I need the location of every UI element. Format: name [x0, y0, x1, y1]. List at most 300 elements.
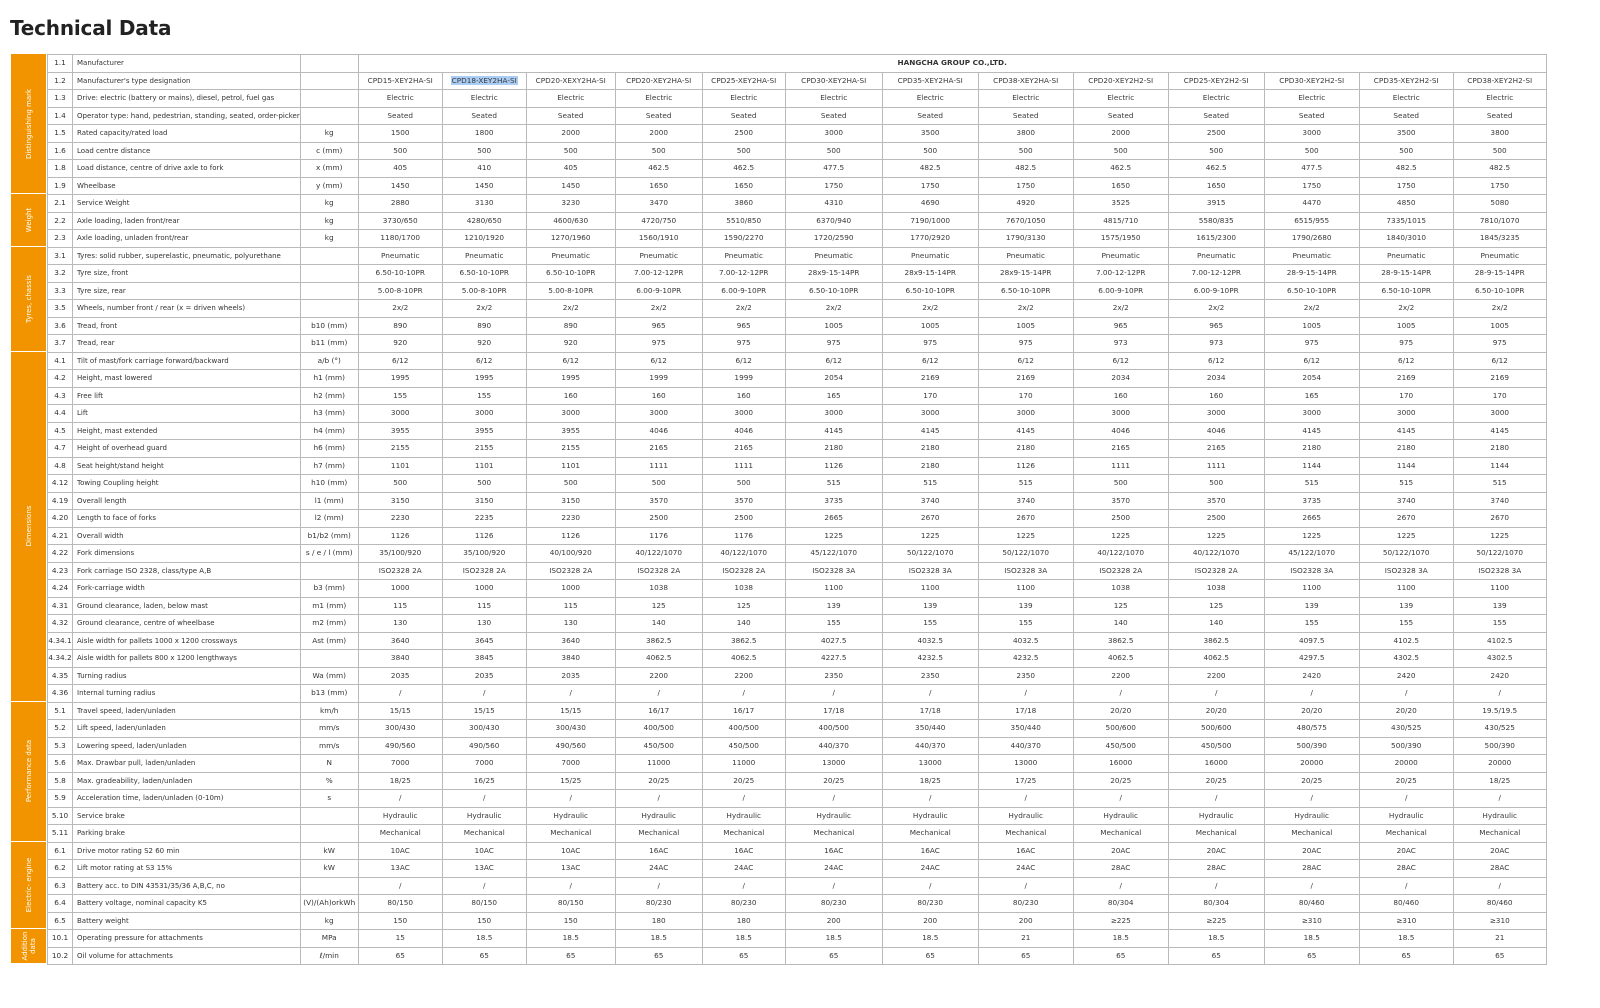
value-cell: 3862.5 — [1168, 632, 1264, 650]
parameter-label: Lift motor rating at S3 15% — [73, 860, 301, 878]
value-cell: 4046 — [615, 422, 702, 440]
value-cell: ISO2328 2A — [442, 562, 526, 580]
value-cell: 18.5 — [615, 930, 702, 948]
value-cell: 2x/2 — [1073, 300, 1168, 318]
value-cell: 450/500 — [702, 737, 785, 755]
value-cell: / — [882, 685, 978, 703]
value-cell: 1790/3130 — [978, 230, 1073, 248]
value-cell: ISO2328 2A — [526, 562, 615, 580]
value-cell: 1100 — [785, 580, 882, 598]
value-cell: Pneumatic — [526, 247, 615, 265]
row-number: 5.2 — [48, 720, 73, 738]
value-cell: Seated — [1073, 107, 1168, 125]
value-cell: / — [526, 877, 615, 895]
model-header[interactable] — [1073, 72, 1168, 90]
value-cell: 2665 — [1264, 510, 1359, 528]
value-cell: 1750 — [1453, 177, 1546, 195]
value-cell: 2035 — [358, 667, 442, 685]
value-cell: 13000 — [785, 755, 882, 773]
value-cell: 500 — [1073, 142, 1168, 160]
value-cell: 1500 — [358, 125, 442, 143]
value-cell: Electric — [526, 90, 615, 108]
value-cell: 5.00-8-10PR — [442, 282, 526, 300]
section-label-6 — [11, 929, 46, 964]
value-cell: 150 — [526, 912, 615, 930]
parameter-label: Operator type: hand, pedestrian, standing, seated, order-picker — [73, 107, 301, 125]
value-cell: 6.00-9-10PR — [1073, 282, 1168, 300]
value-cell: Hydraulic — [1168, 807, 1264, 825]
unit-cell: h3 (mm) — [300, 405, 358, 423]
value-cell: 5510/850 — [702, 212, 785, 230]
value-cell: Hydraulic — [1359, 807, 1453, 825]
value-cell: Hydraulic — [1073, 807, 1168, 825]
unit-cell — [300, 650, 358, 668]
model-header[interactable] — [882, 72, 978, 90]
value-cell: 2000 — [526, 125, 615, 143]
row-number: 1.3 — [48, 90, 73, 108]
value-cell: 18.5 — [1264, 930, 1359, 948]
value-cell: 130 — [526, 615, 615, 633]
value-cell: 21 — [978, 930, 1073, 948]
value-cell: 80/230 — [615, 895, 702, 913]
value-cell: 3740 — [1359, 492, 1453, 510]
value-cell: 28AC — [1073, 860, 1168, 878]
value-cell: Pneumatic — [882, 247, 978, 265]
model-name[interactable]: CPD20-XEXY2HA-SI — [535, 75, 606, 85]
value-cell: 1005 — [785, 317, 882, 335]
value-cell: 80/460 — [1453, 895, 1546, 913]
value-cell: 80/460 — [1264, 895, 1359, 913]
value-cell: 65 — [358, 947, 442, 965]
row-number: 4.7 — [48, 440, 73, 458]
value-cell: 50/122/1070 — [882, 545, 978, 563]
parameter-label: Ground clearance, centre of wheelbase — [73, 615, 301, 633]
value-cell: / — [978, 685, 1073, 703]
value-cell: 65 — [615, 947, 702, 965]
manufacturer-name: HANGCHA GROUP CO.,LTD. — [358, 55, 1546, 73]
value-cell: 2x/2 — [615, 300, 702, 318]
value-cell: 200 — [785, 912, 882, 930]
value-cell: 1650 — [1073, 177, 1168, 195]
value-cell: 6/12 — [785, 352, 882, 370]
value-cell: 3740 — [1453, 492, 1546, 510]
value-cell: 19.5/19.5 — [1453, 702, 1546, 720]
model-name[interactable]: CPD18-XEY2HA-SI — [451, 75, 517, 85]
value-cell: Mechanical — [882, 825, 978, 843]
table-row — [48, 352, 1547, 370]
table-row — [48, 177, 1547, 195]
model-name[interactable]: CPD20-XEY2HA-SI — [626, 75, 692, 85]
value-cell: 3470 — [615, 195, 702, 213]
model-header[interactable] — [615, 72, 702, 90]
model-name[interactable]: CPD35-XEY2HA-SI — [897, 75, 963, 85]
value-cell: 6.50-10-10PR — [1359, 282, 1453, 300]
row-number: 4.1 — [48, 352, 73, 370]
value-cell: Electric — [882, 90, 978, 108]
section-label-5 — [11, 842, 46, 930]
parameter-label: Operating pressure for attachments — [73, 930, 301, 948]
parameter-label: Tyre size, front — [73, 265, 301, 283]
value-cell: 975 — [882, 335, 978, 353]
value-cell: Pneumatic — [1264, 247, 1359, 265]
value-cell: 28x9-15-14PR — [785, 265, 882, 283]
value-cell: 975 — [785, 335, 882, 353]
row-number: 4.31 — [48, 597, 73, 615]
value-cell: 4227.5 — [785, 650, 882, 668]
value-cell: 155 — [358, 387, 442, 405]
value-cell: 3000 — [442, 405, 526, 423]
value-cell: Mechanical — [442, 825, 526, 843]
value-cell: 2200 — [1073, 667, 1168, 685]
value-cell: 3845 — [442, 650, 526, 668]
unit-cell: m2 (mm) — [300, 615, 358, 633]
unit-cell: s — [300, 790, 358, 808]
value-cell: Electric — [1359, 90, 1453, 108]
unit-cell — [300, 107, 358, 125]
model-header[interactable] — [526, 72, 615, 90]
value-cell: / — [978, 877, 1073, 895]
value-cell: 3130 — [442, 195, 526, 213]
table-row — [48, 440, 1547, 458]
value-cell: 160 — [1168, 387, 1264, 405]
value-cell: 125 — [615, 597, 702, 615]
value-cell: 3640 — [526, 632, 615, 650]
unit-cell — [300, 825, 358, 843]
table-row — [48, 755, 1547, 773]
value-cell: 975 — [1359, 335, 1453, 353]
value-cell: ISO2328 2A — [702, 562, 785, 580]
value-cell: 500 — [615, 475, 702, 493]
value-cell: 1126 — [526, 527, 615, 545]
value-cell: 1615/2300 — [1168, 230, 1264, 248]
value-cell: 28-9-15-14PR — [1453, 265, 1546, 283]
value-cell: 405 — [526, 160, 615, 178]
value-cell: 160 — [615, 387, 702, 405]
value-cell: 1225 — [785, 527, 882, 545]
value-cell: / — [702, 877, 785, 895]
model-header[interactable] — [1168, 72, 1264, 90]
value-cell: Hydraulic — [615, 807, 702, 825]
value-cell: 28-9-15-14PR — [1359, 265, 1453, 283]
row-number: 2.3 — [48, 230, 73, 248]
value-cell: 1144 — [1264, 457, 1359, 475]
parameter-label: Lift speed, laden/unladen — [73, 720, 301, 738]
model-name[interactable]: CPD38-XEY2H2-SI — [1467, 75, 1533, 85]
value-cell: 4062.5 — [1073, 650, 1168, 668]
value-cell: 65 — [785, 947, 882, 965]
value-cell: 6.00-9-10PR — [702, 282, 785, 300]
value-cell: 515 — [1264, 475, 1359, 493]
model-header[interactable] — [1359, 72, 1453, 90]
unit-cell — [300, 72, 358, 90]
value-cell: 115 — [442, 597, 526, 615]
value-cell: 4815/710 — [1073, 212, 1168, 230]
value-cell: 975 — [978, 335, 1073, 353]
value-cell: 1790/2680 — [1264, 230, 1359, 248]
value-cell: 16AC — [615, 842, 702, 860]
table-row — [48, 230, 1547, 248]
value-cell: 1005 — [1359, 317, 1453, 335]
value-cell: 2180 — [882, 440, 978, 458]
value-cell: 1038 — [615, 580, 702, 598]
table-row — [48, 877, 1547, 895]
value-cell: 3570 — [615, 492, 702, 510]
row-number: 5.6 — [48, 755, 73, 773]
value-cell: 3150 — [442, 492, 526, 510]
value-cell: Mechanical — [615, 825, 702, 843]
value-cell: 2054 — [1264, 370, 1359, 388]
value-cell: 20/25 — [785, 772, 882, 790]
section-label: Weight — [24, 207, 33, 232]
value-cell: 6.50-10-10PR — [785, 282, 882, 300]
value-cell: 20AC — [1264, 842, 1359, 860]
value-cell: 18/25 — [1453, 772, 1546, 790]
unit-cell: kg — [300, 125, 358, 143]
value-cell: 462.5 — [1073, 160, 1168, 178]
value-cell: 2665 — [785, 510, 882, 528]
value-cell: 40/122/1070 — [702, 545, 785, 563]
value-cell: 1126 — [442, 527, 526, 545]
value-cell: 3955 — [442, 422, 526, 440]
value-cell: / — [442, 685, 526, 703]
row-number: 4.36 — [48, 685, 73, 703]
value-cell: Seated — [442, 107, 526, 125]
parameter-label: Length to face of forks — [73, 510, 301, 528]
value-cell: 6/12 — [1264, 352, 1359, 370]
section-label-2 — [11, 247, 46, 352]
value-cell: 50/122/1070 — [978, 545, 1073, 563]
value-cell: 7190/1000 — [882, 212, 978, 230]
value-cell: 1126 — [785, 457, 882, 475]
value-cell: 6/12 — [1168, 352, 1264, 370]
value-cell: 973 — [1168, 335, 1264, 353]
unit-cell — [300, 282, 358, 300]
section-label: Dimensions — [24, 505, 33, 547]
value-cell: 1100 — [1359, 580, 1453, 598]
value-cell: 65 — [978, 947, 1073, 965]
value-cell: 80/150 — [442, 895, 526, 913]
table-row — [48, 597, 1547, 615]
model-name[interactable]: CPD38-XEY2HA-SI — [993, 75, 1059, 85]
value-cell: 920 — [358, 335, 442, 353]
value-cell: 3915 — [1168, 195, 1264, 213]
value-cell: 3000 — [1359, 405, 1453, 423]
value-cell: 20/20 — [1359, 702, 1453, 720]
value-cell: 1005 — [1453, 317, 1546, 335]
table-row — [48, 930, 1547, 948]
value-cell: 24AC — [882, 860, 978, 878]
value-cell: 2000 — [615, 125, 702, 143]
page-title: Technical Data — [10, 16, 172, 40]
value-cell: Pneumatic — [1453, 247, 1546, 265]
value-cell: 3862.5 — [615, 632, 702, 650]
row-number: 4.5 — [48, 422, 73, 440]
value-cell: 1450 — [526, 177, 615, 195]
unit-cell: l2 (mm) — [300, 510, 358, 528]
unit-cell: kg — [300, 212, 358, 230]
model-name[interactable]: CPD30-XEY2HA-SI — [801, 75, 867, 85]
table-row — [48, 650, 1547, 668]
unit-cell: kg — [300, 912, 358, 930]
parameter-label: Tyre size, rear — [73, 282, 301, 300]
row-number: 10.2 — [48, 947, 73, 965]
value-cell: 4690 — [882, 195, 978, 213]
model-header[interactable] — [358, 72, 442, 90]
value-cell: 975 — [1264, 335, 1359, 353]
row-number: 3.6 — [48, 317, 73, 335]
value-cell: 10AC — [526, 842, 615, 860]
value-cell: 20/25 — [1264, 772, 1359, 790]
value-cell: 15/15 — [442, 702, 526, 720]
value-cell: 500 — [615, 142, 702, 160]
value-cell: 920 — [526, 335, 615, 353]
unit-cell: a/b (°) — [300, 352, 358, 370]
table-row — [48, 790, 1547, 808]
unit-cell: b3 (mm) — [300, 580, 358, 598]
value-cell: 3862.5 — [1073, 632, 1168, 650]
value-cell: 7335/1015 — [1359, 212, 1453, 230]
value-cell: Seated — [1264, 107, 1359, 125]
parameter-label: Height, mast lowered — [73, 370, 301, 388]
value-cell: Pneumatic — [1168, 247, 1264, 265]
value-cell: 50/122/1070 — [1359, 545, 1453, 563]
value-cell: 2670 — [1453, 510, 1546, 528]
parameter-label: Tread, rear — [73, 335, 301, 353]
value-cell: 7.00-12-12PR — [1168, 265, 1264, 283]
value-cell: 500 — [1359, 142, 1453, 160]
parameter-label: Axle loading, laden front/rear — [73, 212, 301, 230]
value-cell: Electric — [1168, 90, 1264, 108]
value-cell: 1995 — [526, 370, 615, 388]
value-cell: 2350 — [978, 667, 1073, 685]
value-cell: 18.5 — [442, 930, 526, 948]
row-number: 2.2 — [48, 212, 73, 230]
parameter-label: Manufacturer — [73, 55, 301, 73]
value-cell: 4046 — [1073, 422, 1168, 440]
row-number: 1.8 — [48, 160, 73, 178]
table-row — [48, 580, 1547, 598]
value-cell: 2165 — [1168, 440, 1264, 458]
value-cell: 4102.5 — [1359, 632, 1453, 650]
value-cell: 500 — [978, 142, 1073, 160]
value-cell: 16AC — [785, 842, 882, 860]
value-cell: 16/25 — [442, 772, 526, 790]
value-cell: 6370/940 — [785, 212, 882, 230]
row-number: 3.2 — [48, 265, 73, 283]
model-name[interactable]: CPD20-XEY2H2-SI — [1088, 75, 1154, 85]
model-header[interactable] — [1453, 72, 1546, 90]
value-cell: Seated — [526, 107, 615, 125]
value-cell: 7000 — [526, 755, 615, 773]
value-cell: / — [615, 877, 702, 895]
value-cell: 500 — [526, 142, 615, 160]
table-row — [48, 335, 1547, 353]
parameter-label: Overall length — [73, 492, 301, 510]
model-header[interactable] — [978, 72, 1073, 90]
value-cell: 6.50-10-10PR — [1453, 282, 1546, 300]
value-cell: 965 — [1168, 317, 1264, 335]
model-header[interactable] — [785, 72, 882, 90]
value-cell: 3955 — [358, 422, 442, 440]
model-name[interactable]: CPD15-XEY2HA-SI — [367, 75, 433, 85]
value-cell: / — [702, 685, 785, 703]
value-cell: / — [882, 790, 978, 808]
table-row — [48, 562, 1547, 580]
section-label: Distinguishing mark — [24, 88, 33, 159]
value-cell: 490/560 — [442, 737, 526, 755]
value-cell: Hydraulic — [526, 807, 615, 825]
value-cell: 480/575 — [1264, 720, 1359, 738]
parameter-label: Battery acc. to DIN 43531/35/36 A,B,C, no — [73, 877, 301, 895]
value-cell: 2x/2 — [1453, 300, 1546, 318]
value-cell: 2x/2 — [1168, 300, 1264, 318]
table-row — [48, 615, 1547, 633]
row-number: 4.24 — [48, 580, 73, 598]
value-cell: 3000 — [702, 405, 785, 423]
value-cell: 482.5 — [882, 160, 978, 178]
value-cell: 4232.5 — [882, 650, 978, 668]
value-cell: / — [358, 685, 442, 703]
model-name[interactable]: CPD30-XEY2H2-SI — [1279, 75, 1345, 85]
value-cell: 140 — [1168, 615, 1264, 633]
value-cell: 13AC — [526, 860, 615, 878]
value-cell: 6.50-10-10PR — [526, 265, 615, 283]
value-cell: ISO2328 2A — [358, 562, 442, 580]
section-label-3 — [11, 352, 46, 702]
value-cell: 7810/1070 — [1453, 212, 1546, 230]
value-cell: / — [1073, 877, 1168, 895]
value-cell: 1650 — [702, 177, 785, 195]
value-cell: 500 — [785, 142, 882, 160]
parameter-label: Aisle width for pallets 1000 x 1200 crossways — [73, 632, 301, 650]
value-cell: 24AC — [702, 860, 785, 878]
unit-cell: mm/s — [300, 737, 358, 755]
model-name[interactable]: CPD35-XEY2H2-SI — [1373, 75, 1439, 85]
value-cell: 477.5 — [785, 160, 882, 178]
model-header[interactable] — [1264, 72, 1359, 90]
row-number: 1.5 — [48, 125, 73, 143]
value-cell: 1111 — [702, 457, 785, 475]
value-cell: 3000 — [1168, 405, 1264, 423]
value-cell: Pneumatic — [358, 247, 442, 265]
value-cell: ISO2328 3A — [1264, 562, 1359, 580]
unit-cell — [300, 55, 358, 73]
value-cell: 1800 — [442, 125, 526, 143]
value-cell: Hydraulic — [882, 807, 978, 825]
value-cell: Mechanical — [1453, 825, 1546, 843]
value-cell: 2155 — [358, 440, 442, 458]
value-cell: / — [615, 685, 702, 703]
value-cell: 3800 — [978, 125, 1073, 143]
value-cell: 1100 — [882, 580, 978, 598]
parameter-label: Service Weight — [73, 195, 301, 213]
value-cell: 482.5 — [1453, 160, 1546, 178]
value-cell: 125 — [1168, 597, 1264, 615]
value-cell: 405 — [358, 160, 442, 178]
table-row — [48, 947, 1547, 965]
value-cell: 125 — [1073, 597, 1168, 615]
model-header[interactable] — [442, 72, 526, 90]
model-name[interactable]: CPD25-XEY2H2-SI — [1183, 75, 1249, 85]
value-cell: 1650 — [615, 177, 702, 195]
model-header[interactable] — [702, 72, 785, 90]
value-cell: 16000 — [1073, 755, 1168, 773]
value-cell: 16AC — [702, 842, 785, 860]
value-cell: Hydraulic — [785, 807, 882, 825]
model-name[interactable]: CPD25-XEY2HA-SI — [711, 75, 777, 85]
value-cell: 1111 — [1168, 457, 1264, 475]
value-cell: / — [785, 685, 882, 703]
